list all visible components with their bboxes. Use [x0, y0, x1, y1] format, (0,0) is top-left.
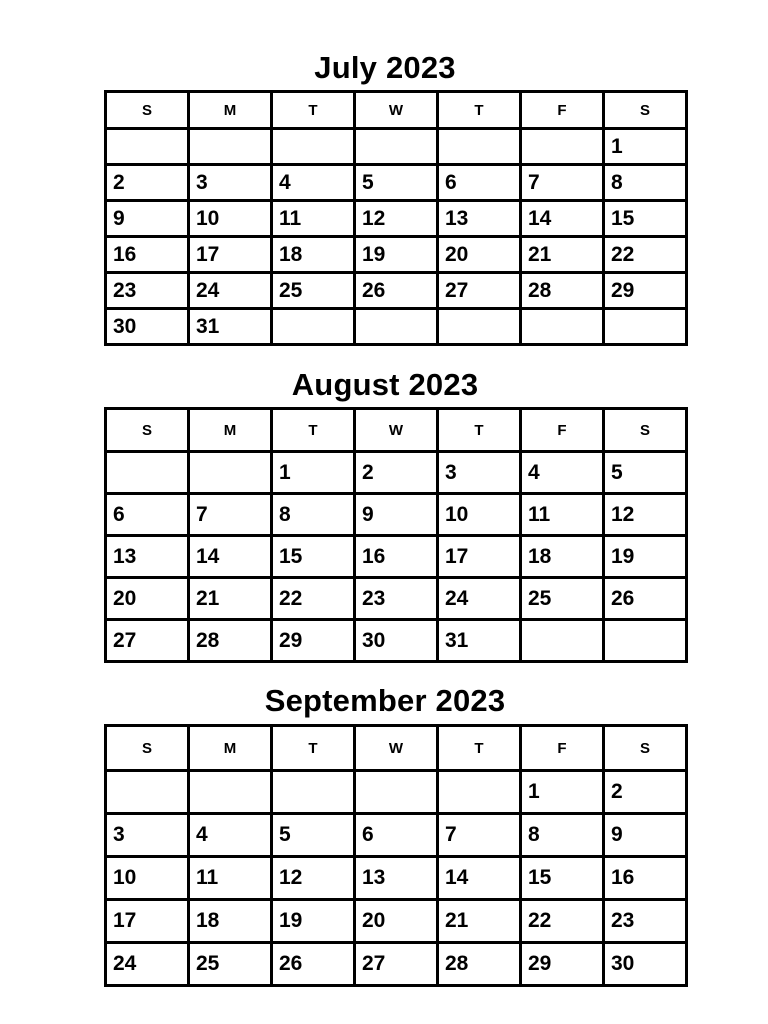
day-cell: 14: [521, 201, 604, 237]
day-cell: 11: [521, 494, 604, 536]
day-cell: 18: [521, 536, 604, 578]
week-row: [106, 237, 687, 273]
day-cell: 29: [521, 943, 604, 986]
week-row: [106, 578, 687, 620]
day-cell: 13: [106, 536, 189, 578]
day-cell: 30: [355, 620, 438, 662]
weekday-header: T: [272, 726, 355, 771]
weekday-header: T: [438, 409, 521, 452]
weekday-header: S: [106, 92, 189, 129]
day-cell: 30: [604, 943, 687, 986]
month-title: July 2023: [314, 50, 456, 85]
week-row: [106, 620, 687, 662]
weekday-header: S: [604, 92, 687, 129]
day-cell: 4: [189, 814, 272, 857]
day-cell: 19: [272, 900, 355, 943]
day-cell: 17: [106, 900, 189, 943]
day-cell: [438, 129, 521, 165]
weekday-header: S: [604, 409, 687, 452]
day-cell: 3: [189, 165, 272, 201]
day-cell: 5: [355, 165, 438, 201]
day-cell: 12: [355, 201, 438, 237]
day-cell: 7: [189, 494, 272, 536]
week-row: [106, 536, 687, 578]
day-cell: 16: [604, 857, 687, 900]
day-cell: 25: [189, 943, 272, 986]
day-cell: 2: [355, 452, 438, 494]
day-cell: 22: [521, 900, 604, 943]
day-cell: 15: [272, 536, 355, 578]
day-cell: 24: [189, 273, 272, 309]
day-cell: 10: [438, 494, 521, 536]
day-cell: 13: [438, 201, 521, 237]
day-cell: 9: [355, 494, 438, 536]
day-cell: 23: [604, 900, 687, 943]
day-cell: 21: [189, 578, 272, 620]
day-cell: 13: [355, 857, 438, 900]
week-row: [106, 494, 687, 536]
week-row: [106, 943, 687, 986]
day-cell: [604, 620, 687, 662]
day-cell: 31: [189, 309, 272, 345]
day-cell: 5: [604, 452, 687, 494]
day-cell: 9: [604, 814, 687, 857]
day-cell: 30: [106, 309, 189, 345]
weekday-header: T: [438, 726, 521, 771]
day-cell: 1: [272, 452, 355, 494]
week-row: [106, 857, 687, 900]
day-cell: 26: [355, 273, 438, 309]
day-cell: [355, 129, 438, 165]
day-cell: [521, 620, 604, 662]
day-cell: 19: [355, 237, 438, 273]
day-cell: 31: [438, 620, 521, 662]
day-cell: 5: [272, 814, 355, 857]
day-cell: 18: [189, 900, 272, 943]
day-cell: [438, 771, 521, 814]
weekday-header-row: [106, 409, 687, 452]
day-cell: 10: [189, 201, 272, 237]
weekday-header-row: [106, 92, 687, 129]
day-cell: 6: [438, 165, 521, 201]
day-cell: [438, 309, 521, 345]
week-row: [106, 273, 687, 309]
day-cell: 18: [272, 237, 355, 273]
day-cell: 16: [106, 237, 189, 273]
weekday-header: F: [521, 92, 604, 129]
day-cell: 2: [604, 771, 687, 814]
weekday-header: W: [355, 409, 438, 452]
day-cell: 4: [521, 452, 604, 494]
day-cell: [106, 129, 189, 165]
month-title: September 2023: [264, 683, 506, 718]
week-row: [106, 900, 687, 943]
week-row: [106, 165, 687, 201]
day-cell: 4: [272, 165, 355, 201]
day-cell: [604, 309, 687, 345]
day-cell: 3: [438, 452, 521, 494]
week-row: [106, 771, 687, 814]
day-cell: [272, 771, 355, 814]
day-cell: [106, 452, 189, 494]
week-row: [106, 129, 687, 165]
day-cell: 10: [106, 857, 189, 900]
calendar-grid: [104, 90, 688, 346]
week-row: [106, 814, 687, 857]
day-cell: 28: [438, 943, 521, 986]
weekday-header: M: [189, 726, 272, 771]
weekday-header: T: [272, 92, 355, 129]
day-cell: 23: [355, 578, 438, 620]
month-title: August 2023: [291, 367, 479, 402]
day-cell: [272, 129, 355, 165]
weekday-header: T: [272, 409, 355, 452]
day-cell: 28: [189, 620, 272, 662]
day-cell: [189, 771, 272, 814]
day-cell: 23: [106, 273, 189, 309]
day-cell: 8: [521, 814, 604, 857]
day-cell: 6: [106, 494, 189, 536]
day-cell: [521, 309, 604, 345]
day-cell: 29: [604, 273, 687, 309]
day-cell: 12: [604, 494, 687, 536]
day-cell: 21: [521, 237, 604, 273]
day-cell: 7: [438, 814, 521, 857]
day-cell: 26: [272, 943, 355, 986]
weekday-header: M: [189, 92, 272, 129]
day-cell: 25: [521, 578, 604, 620]
day-cell: 20: [438, 237, 521, 273]
day-cell: 9: [106, 201, 189, 237]
day-cell: 3: [106, 814, 189, 857]
day-cell: 16: [355, 536, 438, 578]
day-cell: 12: [272, 857, 355, 900]
weekday-header: M: [189, 409, 272, 452]
day-cell: 24: [106, 943, 189, 986]
day-cell: 17: [438, 536, 521, 578]
day-cell: 24: [438, 578, 521, 620]
weekday-header: W: [355, 92, 438, 129]
day-cell: 20: [355, 900, 438, 943]
calendar-grid: [104, 724, 688, 987]
weekday-header: W: [355, 726, 438, 771]
day-cell: 11: [272, 201, 355, 237]
day-cell: 1: [521, 771, 604, 814]
day-cell: 25: [272, 273, 355, 309]
day-cell: 11: [189, 857, 272, 900]
day-cell: 8: [604, 165, 687, 201]
weekday-header: F: [521, 726, 604, 771]
day-cell: 22: [272, 578, 355, 620]
day-cell: 1: [604, 129, 687, 165]
day-cell: 27: [106, 620, 189, 662]
day-cell: [272, 309, 355, 345]
day-cell: [355, 771, 438, 814]
day-cell: 22: [604, 237, 687, 273]
day-cell: 27: [355, 943, 438, 986]
weekday-header: T: [438, 92, 521, 129]
day-cell: 6: [355, 814, 438, 857]
day-cell: 14: [438, 857, 521, 900]
day-cell: 8: [272, 494, 355, 536]
weekday-header: F: [521, 409, 604, 452]
weekday-header-row: [106, 726, 687, 771]
day-cell: 26: [604, 578, 687, 620]
calendar-grid: [104, 407, 688, 663]
week-row: [106, 201, 687, 237]
week-row: [106, 309, 687, 345]
day-cell: 20: [106, 578, 189, 620]
day-cell: 7: [521, 165, 604, 201]
day-cell: 28: [521, 273, 604, 309]
day-cell: 21: [438, 900, 521, 943]
day-cell: 29: [272, 620, 355, 662]
weekday-header: S: [106, 409, 189, 452]
day-cell: 17: [189, 237, 272, 273]
day-cell: [521, 129, 604, 165]
day-cell: 27: [438, 273, 521, 309]
week-row: [106, 452, 687, 494]
weekday-header: S: [106, 726, 189, 771]
day-cell: 19: [604, 536, 687, 578]
day-cell: 15: [604, 201, 687, 237]
weekday-header: S: [604, 726, 687, 771]
day-cell: [355, 309, 438, 345]
day-cell: [106, 771, 189, 814]
day-cell: [189, 129, 272, 165]
day-cell: 14: [189, 536, 272, 578]
day-cell: [189, 452, 272, 494]
day-cell: 15: [521, 857, 604, 900]
day-cell: 2: [106, 165, 189, 201]
